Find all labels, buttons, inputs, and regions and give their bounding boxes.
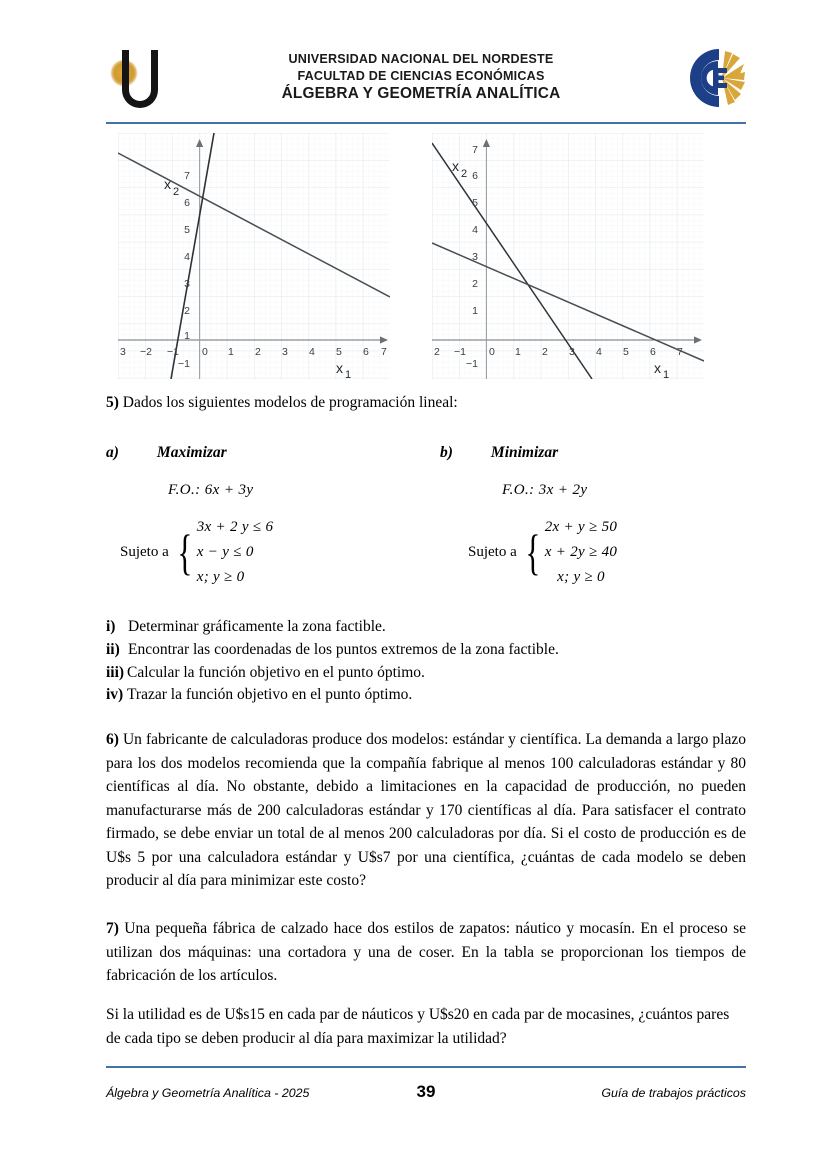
graphs-row bbox=[106, 133, 746, 381]
svg-text:1: 1 bbox=[515, 346, 521, 358]
brace-icon: { bbox=[525, 524, 541, 580]
exercise-7-text: Una pequeña fábrica de calzado hace dos estilos de zapatos: náutico y mocasín. En el proceso se utilizan dos máquinas: una cortadora y una de coser. En la tabla se proporcionan los tiempos de fabricación de los artículos. bbox=[106, 919, 746, 985]
header-divider bbox=[106, 122, 746, 124]
svg-text:7: 7 bbox=[472, 144, 478, 156]
svg-text:x: x bbox=[336, 360, 343, 376]
item-text: Calcular la función objetivo en el punto óptimo. bbox=[127, 663, 425, 681]
grafico-b-svg bbox=[432, 133, 704, 379]
svg-text:1: 1 bbox=[472, 305, 478, 317]
list-item bbox=[106, 639, 746, 662]
list-item bbox=[106, 662, 746, 685]
page-footer bbox=[106, 1082, 746, 1102]
faculty-name: FACULTAD DE CIENCIAS ECONÓMICAS bbox=[297, 68, 545, 83]
constraint-item: 3x + 2 y ≤ 6 bbox=[196, 519, 274, 535]
svg-text:5: 5 bbox=[472, 197, 478, 209]
item-text: Encontrar las coordenadas de los puntos extremos de la zona factible. bbox=[128, 640, 559, 658]
svg-text:2: 2 bbox=[184, 305, 190, 317]
course-title: ÁLGEBRA Y GEOMETRÍA ANALÍTICA bbox=[281, 85, 561, 103]
svg-text:3: 3 bbox=[120, 346, 126, 358]
university-name: UNIVERSIDAD NACIONAL DEL NORDESTE bbox=[288, 52, 554, 67]
exercise-5-intro: Dados los siguientes modelos de programación lineal: bbox=[122, 394, 458, 411]
grafico-a bbox=[118, 133, 390, 379]
item-marker: ii) bbox=[106, 640, 120, 658]
svg-text:0: 0 bbox=[202, 346, 208, 358]
footer-course: Álgebra y Geometría Analítica - 2025 bbox=[106, 1086, 310, 1100]
svg-text:1: 1 bbox=[345, 369, 352, 379]
brace-icon: { bbox=[177, 524, 193, 580]
page-content bbox=[106, 392, 746, 1066]
svg-text:6: 6 bbox=[184, 197, 190, 209]
model-a-heading bbox=[106, 444, 426, 462]
exercise-7 bbox=[106, 917, 746, 988]
footer-doc-type: Guía de trabajos prácticos bbox=[601, 1086, 746, 1100]
svg-text:3: 3 bbox=[184, 278, 190, 290]
exercise-5-number: 5) bbox=[106, 394, 119, 411]
constraint-item: x − y ≤ 0 bbox=[196, 544, 254, 560]
exercise-6 bbox=[106, 728, 746, 893]
model-a-subject-label: Sujeto a bbox=[120, 544, 169, 560]
svg-text:5: 5 bbox=[336, 346, 342, 358]
svg-text:6: 6 bbox=[650, 346, 656, 358]
svg-text:−2: −2 bbox=[140, 346, 152, 358]
item-marker: i) bbox=[106, 618, 116, 635]
svg-text:−1: −1 bbox=[466, 358, 478, 370]
sun-rays-icon bbox=[722, 51, 745, 105]
model-b bbox=[440, 444, 760, 586]
svg-text:3: 3 bbox=[569, 346, 575, 358]
svg-text:2: 2 bbox=[255, 346, 261, 358]
svg-text:2: 2 bbox=[472, 278, 478, 290]
model-a-goal: Maximizar bbox=[156, 444, 227, 461]
svg-text:7: 7 bbox=[184, 170, 190, 182]
item-text: Trazar la función objetivo en el punto óptimo. bbox=[127, 686, 413, 704]
grafico-a-svg bbox=[118, 133, 390, 379]
svg-text:6: 6 bbox=[363, 346, 369, 358]
exercise-5-heading bbox=[106, 392, 746, 414]
grafico-b bbox=[432, 133, 704, 379]
item-marker: iii) bbox=[106, 663, 125, 681]
svg-text:2: 2 bbox=[173, 186, 180, 198]
svg-text:−1: −1 bbox=[178, 358, 190, 370]
svg-text:1: 1 bbox=[184, 330, 190, 342]
constraint-item: x; y ≥ 0 bbox=[557, 569, 605, 585]
constraint-item: x; y ≥ 0 bbox=[196, 569, 245, 585]
svg-text:1: 1 bbox=[663, 369, 670, 379]
svg-text:6: 6 bbox=[472, 170, 478, 182]
svg-text:3: 3 bbox=[282, 346, 288, 358]
svg-text:4: 4 bbox=[184, 251, 190, 263]
svg-text:x: x bbox=[164, 176, 171, 192]
model-a-letter: a) bbox=[106, 444, 119, 461]
item-text: Determinar gráficamente la zona factible. bbox=[128, 618, 386, 635]
svg-text:0: 0 bbox=[489, 346, 495, 358]
model-a-objective: F.O.: 6x + 3y bbox=[168, 482, 254, 498]
model-a bbox=[106, 444, 426, 586]
svg-text:7: 7 bbox=[677, 346, 683, 358]
svg-text:2: 2 bbox=[461, 168, 468, 180]
exercise-6-number: 6) bbox=[106, 731, 119, 749]
svg-text:7: 7 bbox=[381, 346, 387, 358]
page-number: 39 bbox=[416, 1082, 436, 1101]
svg-text:1: 1 bbox=[228, 346, 234, 358]
model-b-goal: Minimizar bbox=[490, 444, 559, 461]
constraint-item: 2x + y ≥ 50 bbox=[544, 519, 618, 535]
svg-text:4: 4 bbox=[596, 346, 602, 358]
model-b-heading bbox=[440, 444, 760, 462]
footer-divider bbox=[106, 1066, 746, 1068]
models-row bbox=[106, 444, 746, 604]
model-b-subject bbox=[440, 519, 760, 586]
model-b-objective: F.O.: 3x + 2y bbox=[502, 482, 588, 498]
svg-text:4: 4 bbox=[472, 224, 478, 236]
svg-text:2: 2 bbox=[434, 346, 440, 358]
page-header bbox=[106, 38, 746, 118]
svg-text:2: 2 bbox=[542, 346, 548, 358]
item-marker: iv) bbox=[106, 686, 124, 704]
list-item bbox=[106, 616, 746, 639]
svg-text:−1: −1 bbox=[454, 346, 466, 358]
fce-sun-logo bbox=[678, 44, 746, 112]
exercise-7-text2: Si la utilidad es de U$s15 en cada par de náuticos y U$s20 en cada par de mocasines, ¿cuántos pares de cada tipo se deben producir al día para maximizar la utilidad? bbox=[106, 1006, 730, 1047]
exercise-5-items bbox=[106, 616, 746, 707]
model-a-subject bbox=[106, 519, 426, 586]
svg-text:−1: −1 bbox=[167, 346, 179, 358]
model-b-letter: b) bbox=[440, 444, 453, 461]
model-b-constraints bbox=[545, 519, 617, 586]
exercise-7-part2 bbox=[106, 1003, 746, 1050]
model-b-subject-label: Sujeto a bbox=[468, 544, 517, 560]
svg-text:4: 4 bbox=[309, 346, 315, 358]
unne-u-logo bbox=[106, 42, 164, 114]
constraint-item: x + 2y ≥ 40 bbox=[544, 544, 618, 560]
letter-u-icon bbox=[122, 50, 158, 108]
fce-logo-svg bbox=[678, 44, 746, 112]
header-titles bbox=[164, 51, 678, 105]
model-a-constraints bbox=[197, 519, 274, 586]
svg-text:x: x bbox=[654, 360, 661, 376]
exercise-7-number: 7) bbox=[106, 919, 119, 937]
list-item bbox=[106, 684, 746, 707]
svg-text:5: 5 bbox=[623, 346, 629, 358]
svg-text:3: 3 bbox=[472, 251, 478, 263]
svg-text:x: x bbox=[452, 158, 459, 174]
exercise-6-text: Un fabricante de calculadoras produce dos modelos: estándar y científica. La demanda a largo plazo para los dos modelos recomienda que la compañía fabrique al menos 100 calculadoras estándar y 80 científicas al día. No obstante, debido a limitaciones en la capacidad de producción, no pueden manufacturarse más de 200 calculadoras estándar y 170 científicas al día. Para satisfacer el contrato firmado, se debe enviar un total de al menos 200 calculadoras por día. Si el costo de producción es de U$s 5 por una calculadora estándar y U$s7 por una científica, ¿cuántas de cada modelo se deben producir al día para minimizar este costo? bbox=[106, 731, 747, 890]
svg-text:5: 5 bbox=[184, 224, 190, 236]
